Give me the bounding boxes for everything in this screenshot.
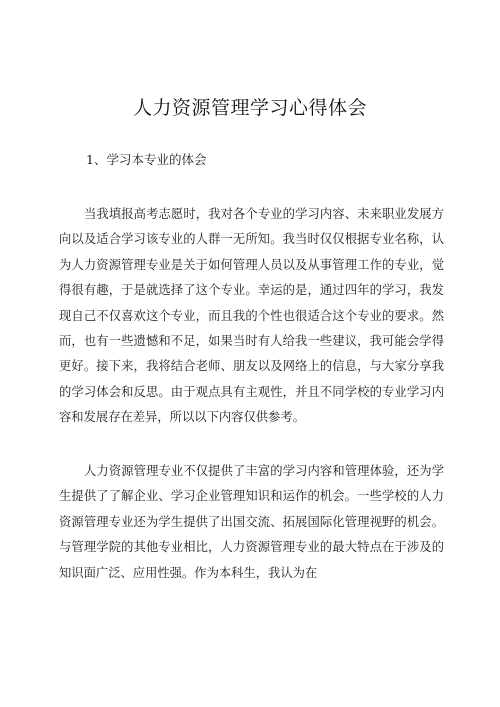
document-title: 人力资源管理学习心得体会 [132,97,367,119]
body-paragraph: 当我填报高考志愿时，我对各个专业的学习内容、未来职业发展方向以及适合学习该专业的人群一无所知。我当时仅仅根据专业名称，认为人力资源管理专业是关于如何管理人员以及从事管理工作的专业，觉得很有趣，于是就选择了这个专业。幸运的是，通过四年的学习，我发现自己不仅喜欢这个专业，而且我的个性也很适合这个专业的要求。然而，也有一些遗憾和不足，如果当时有人给我一些建议，我可能会学得更好。接下来，我将结合老师、朋友以及网络上的信息，与大家分享我的学习体会和反思。由于观点具有主观性，并且不同学校的专业学习内容和发展存在差异，所以以下内容仅供参考。 [59,207,444,425]
section-heading: 1、学习本专业的体会 [86,152,207,167]
body-paragraph: 人力资源管理专业不仅提供了丰富的学习内容和管理体验，还为学生提供了了解企业、学习企业管理知识和运作的机会。一些学校的人力资源管理专业还为学生提供了出国交流、拓展国际化管理视野的机会。与管理学院的其他专业相比，人力资源管理专业的最大特点在于涉及的知识面广泛、应用性强。作为本科生，我认为在 [59,464,444,580]
